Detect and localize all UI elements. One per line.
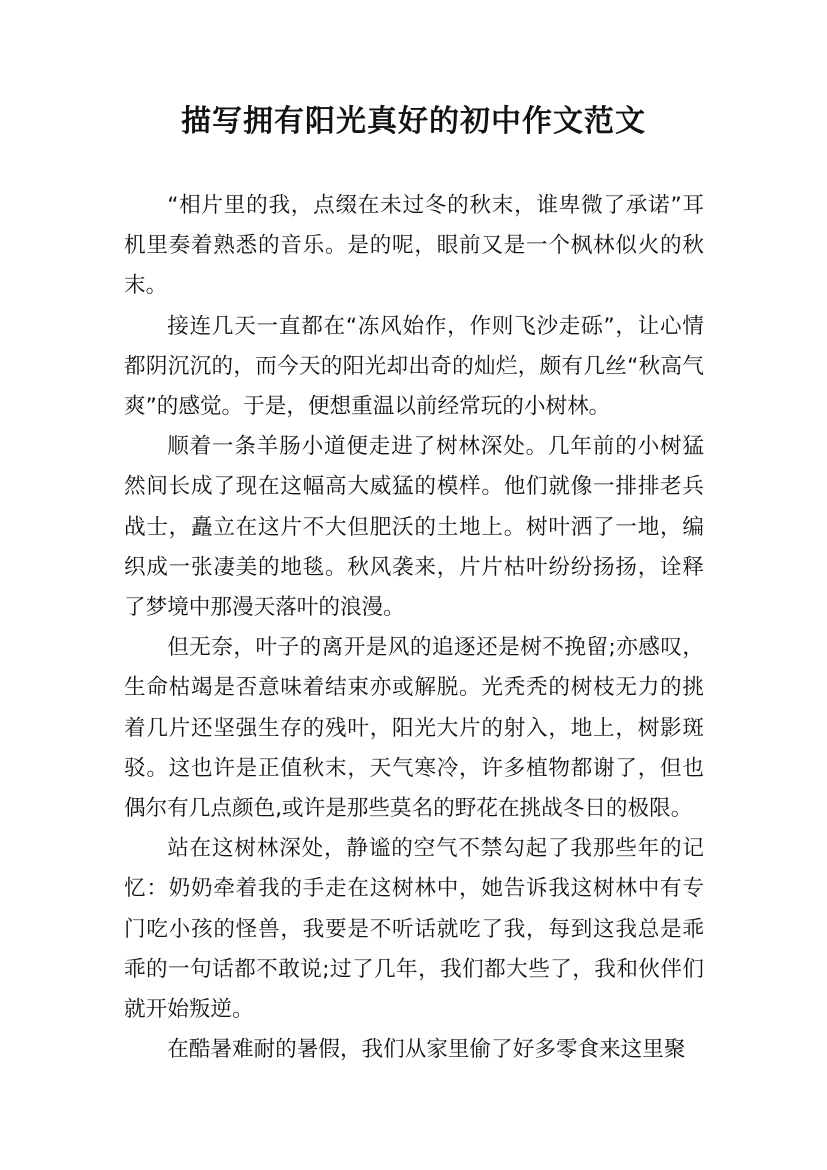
paragraph: 站在这树林深处，静谧的空气不禁勾起了我那些年的记忆：奶奶牵着我的手走在这树林中，她告诉我这树林中有专门吃小孩的怪兽，我要是不听话就吃了我，每到这我总是乖乖的一句话都不敢说;过了几年，我们都大些了，我和伙伴们就开始叛逆。 [124, 836, 704, 1023]
document-title: 描写拥有阳光真好的初中作文范文 [181, 104, 646, 139]
paragraph: “相片里的我，点缀在未过冬的秋末，谁卑微了承诺”耳机里奏着熟悉的音乐。是的呢，眼前又是一个枫林似火的秋末。 [124, 193, 704, 299]
document-body [124, 186, 704, 1070]
paragraph: 顺着一条羊肠小道便走进了树林深处。几年前的小树猛然间长成了现在这幅高大威猛的模样。他们就像一排排老兵战士，矗立在这片不大但肥沃的土地上。树叶洒了一地，编织成一张凄美的地毯。秋风袭来，片片枯叶纷纷扬扬，诠释了梦境中那漫天落叶的浪漫。 [124, 434, 704, 621]
paragraph: 但无奈，叶子的离开是风的追逐还是树不挽留;亦感叹，生命枯竭是否意味着结束亦或解脱。光秃秃的树枝无力的挑着几片还坚强生存的残叶，阳光大片的射入，地上，树影斑驳。这也许是正值秋末，天气寒冷，许多植物都谢了，但也偶尔有几点颜色,或许是那些莫名的野花在挑战冬日的极限。 [124, 635, 704, 822]
paragraph: 接连几天一直都在“冻风始作，作则飞沙走砾”，让心情都阴沉沉的，而今天的阳光却出奇的灿烂，颇有几丝“秋高气爽”的感觉。于是，便想重温以前经常玩的小树林。 [124, 313, 704, 420]
paragraph: 在酷暑难耐的暑假，我们从家里偷了好多零食来这里聚 [167, 1037, 686, 1063]
